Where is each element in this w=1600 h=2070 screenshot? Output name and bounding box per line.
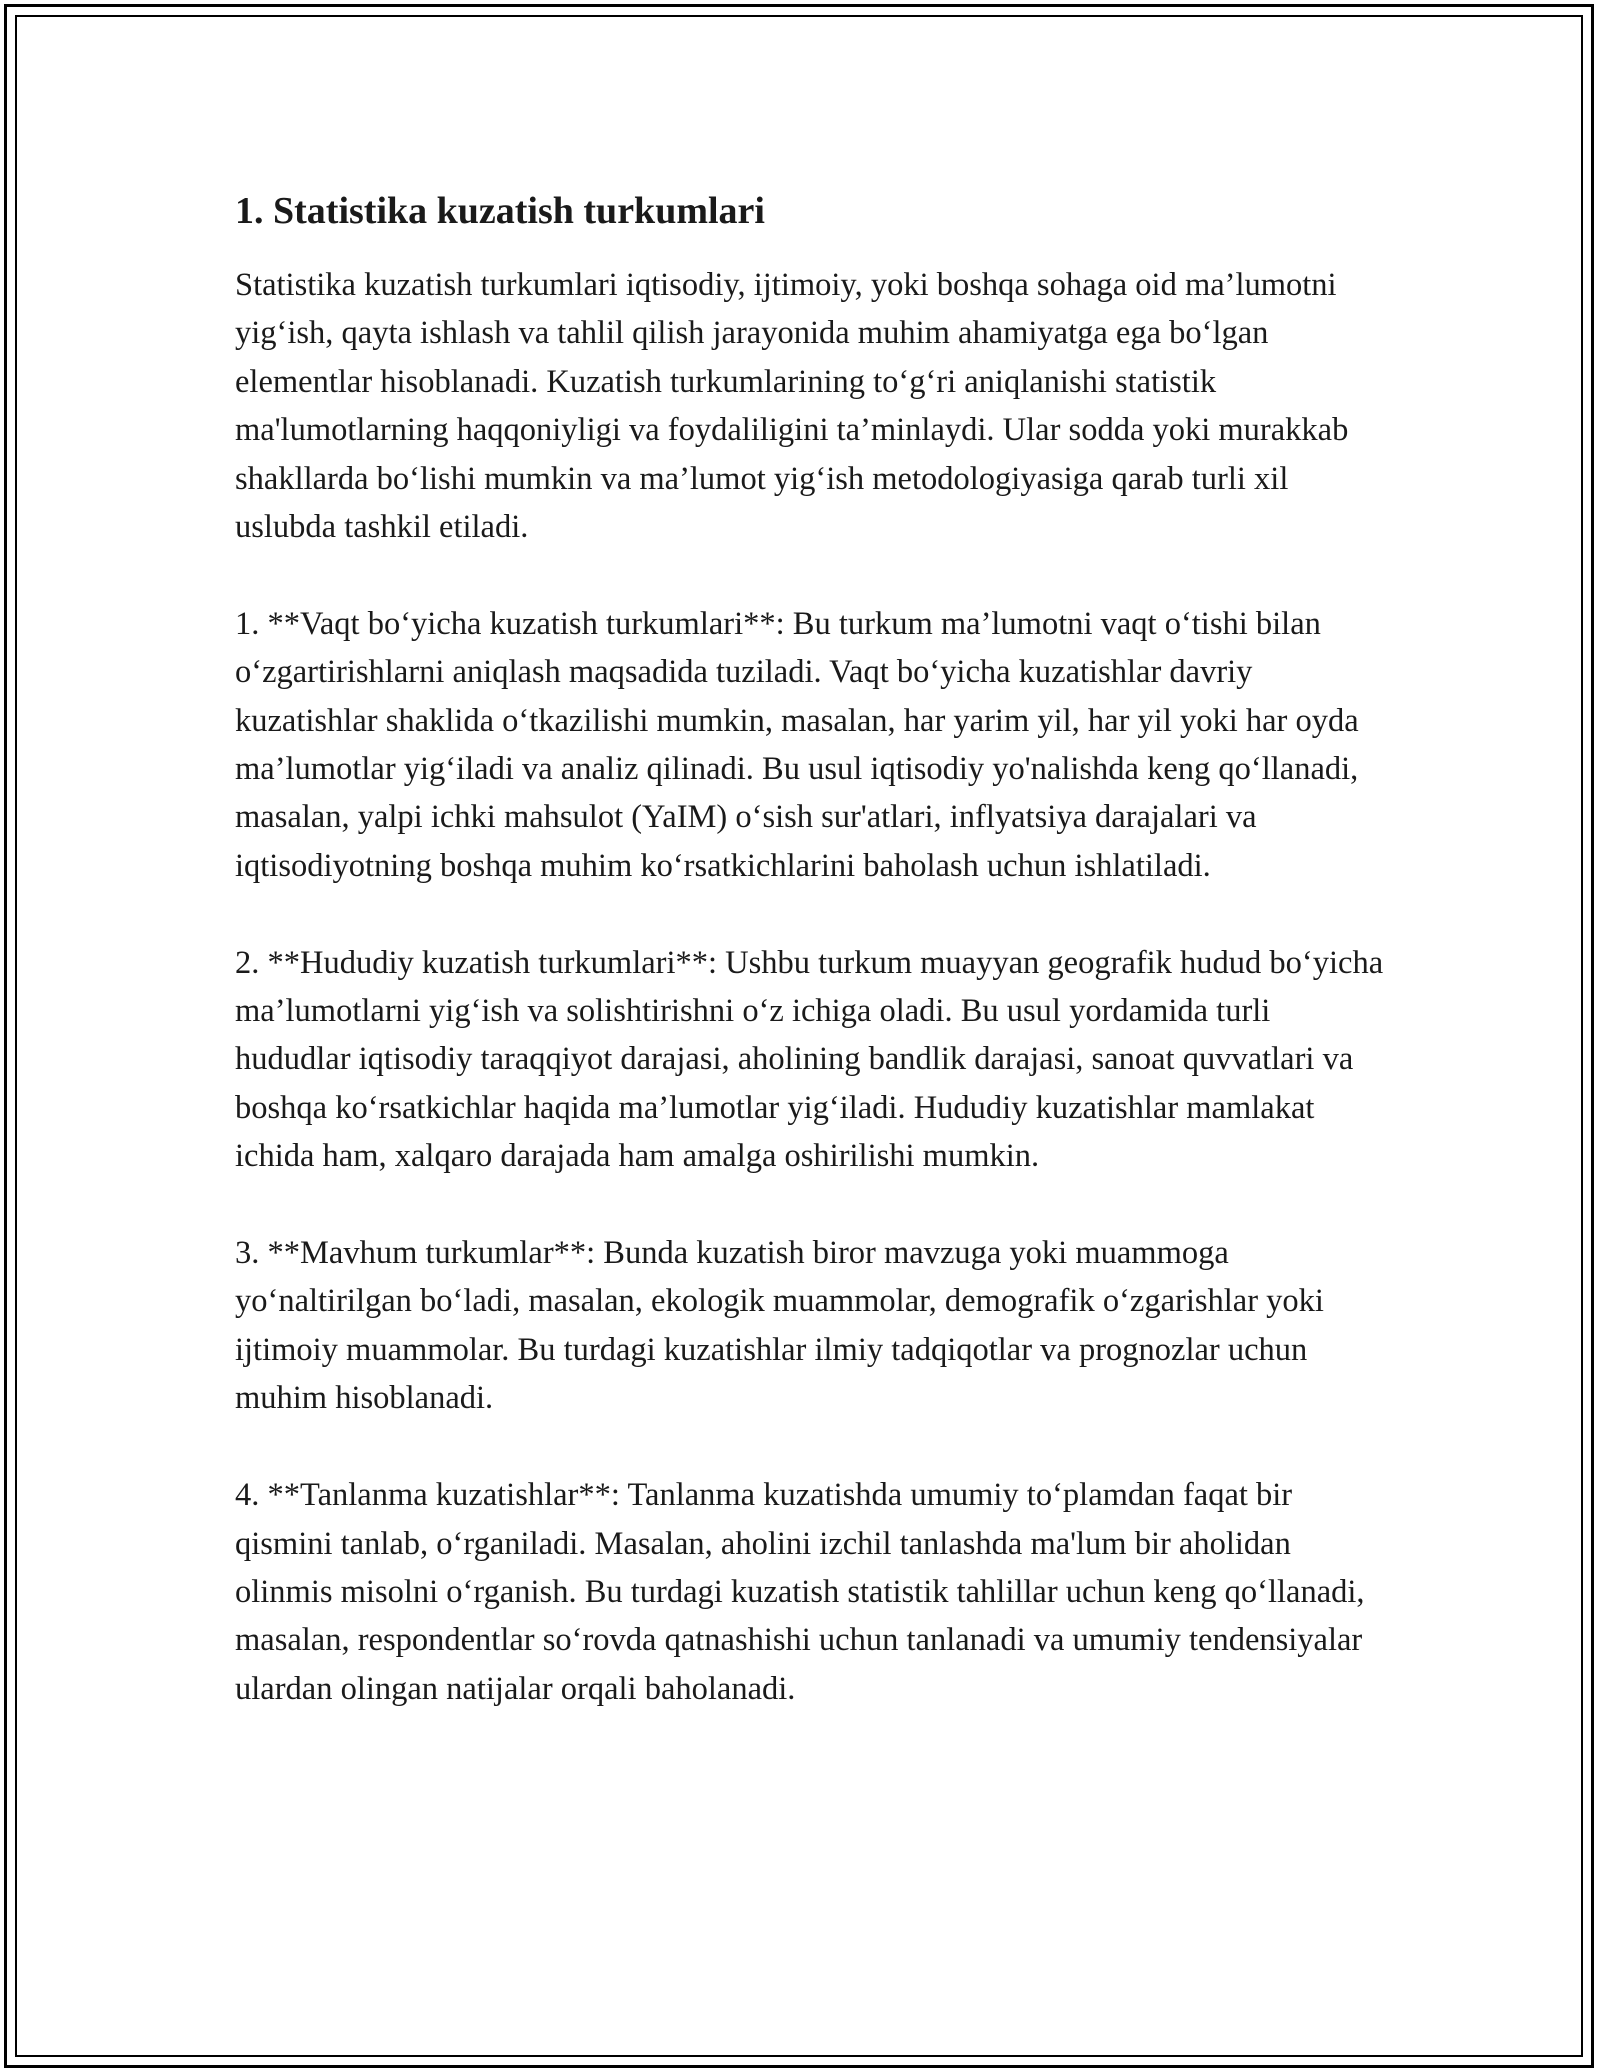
- paragraph-intro: Statistika kuzatish turkumlari iqtisodiy, ijtimoiy, yoki boshqa sohaga oid ma’lumotni yig‘ish, qayta ishlash va tahlil qilish jarayonida muhim ahamiyatga ega bo‘lgan elementlar hisoblanadi. Kuzatish turkumlarining to‘g‘ri aniqlanishi statistik ma'lumotlarning haqqoniyligi va foydaliligini ta’minlaydi. Ular sodda yoki murakkab shakllarda bo‘lishi mumkin va ma’lumot yig‘ish metodologiyasiga qarab turli xil uslubda tashkil etiladi.: [235, 267, 1349, 546]
- paragraph-time-series: 1. **Vaqt bo‘yicha kuzatish turkumlari**: Bu turkum ma’lumotni vaqt o‘tishi bilan o‘zgartirishlarni aniqlash maqsadida tuziladi. Vaqt bo‘yicha kuzatishlar davriy kuzatishlar shaklida o‘tkazilishi mumkin, masalan, har yarim yil, har yil yoki har oyda ma’lumotlar yig‘iladi va analiz qilinadi. Bu usul iqtisodiy yo'nalishda keng qo‘llanadi, masalan, yalpi ichki mahsulot (YaIM) o‘sish sur'atlari, inflyatsiya darajalari va iqtisodiyotning boshqa muhim ko‘rsatkichlarini baholash uchun ishlatiladi.: [235, 605, 1359, 884]
- paragraph-sample: 4. **Tanlanma kuzatishlar**: Tanlanma kuzatishda umumiy to‘plamdan faqat bir qismini tanlab, o‘rganiladi. Masalan, aholini izchil tanlashda ma'lum bir aholidan olinmis misolni o‘rganish. Bu turdagi kuzatish statistik tahlillar uchun keng qo‘llanadi, masalan, respondentlar so‘rovda qatnashishi uchun tanlanadi va umumiy tendensiyalar ulardan olingan natijalar orqali baholanadi.: [235, 1477, 1365, 1707]
- document-body: [235, 185, 1385, 1713]
- document-title: 1. Statistika kuzatish turkumlari: [235, 190, 765, 232]
- paragraph-regional: 2. **Hududiy kuzatish turkumlari**: Ushbu turkum muayyan geografik hudud bo‘yicha ma’lumotlarni yig‘ish va solishtirishni o‘z ichiga oladi. Bu usul yordamida turli hududlar iqtisodiy taraqqiyot darajasi, aholining bandlik darajasi, sanoat quvvatlari va boshqa ko‘rsatkichlar haqida ma’lumotlar yig‘iladi. Hududiy kuzatishlar mamlakat ichida ham, xalqaro darajada ham amalga oshirilishi mumkin.: [235, 944, 1384, 1175]
- paragraph-abstract: 3. **Mavhum turkumlar**: Bunda kuzatish biror mavzuga yoki muammoga yo‘naltirilgan bo‘ladi, masalan, ekologik muammolar, demografik o‘zgarishlar yoki ijtimoiy muammolar. Bu turdagi kuzatishlar ilmiy tadqiqotlar va prognozlar uchun muhim hisoblanadi.: [235, 1235, 1324, 1417]
